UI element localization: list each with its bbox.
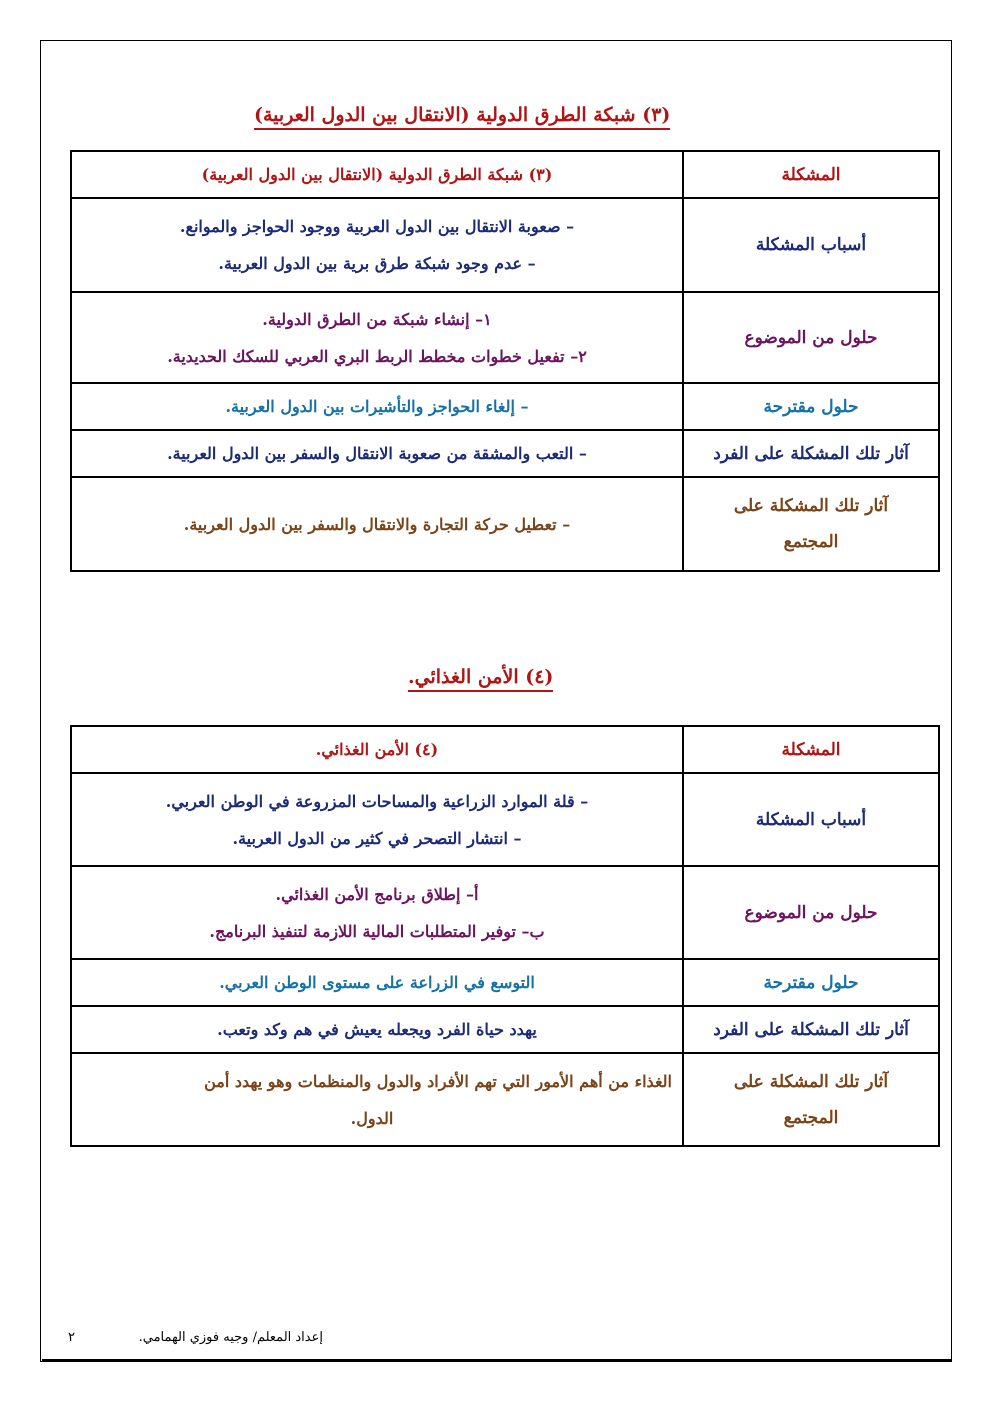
section-2-table (70, 725, 940, 1147)
table-row-effects-society (71, 477, 939, 571)
row-label-solutions: حلول من الموضوع (683, 292, 939, 383)
effects-individual-line-1: – التعب والمشقة من صعوبة الانتقال والسفر بين الدول العربية. (167, 444, 587, 463)
row-label-effects-individual: آثار تلك المشكلة على الفرد (683, 430, 939, 477)
table-row-problem (71, 151, 939, 198)
solution-line-2: ب– توفير المتطلبات المالية اللازمة لتنفيذ البرنامج. (209, 921, 545, 941)
table-row-causes (71, 773, 939, 866)
row-content-solutions (71, 866, 683, 959)
table-row-effects-society (71, 1053, 939, 1146)
society-label-line-1: آثار تلك المشكلة على (733, 1071, 889, 1092)
row-label-effects-individual: آثار تلك المشكلة على الفرد (683, 1006, 939, 1053)
table-row-solutions (71, 292, 939, 383)
cause-line-2: – انتشار التصحر في كثير من الدول العربية. (232, 828, 522, 848)
table-row-solutions (71, 866, 939, 959)
table-row-causes (71, 198, 939, 292)
effects-society-line-2: الدول. (350, 1108, 394, 1128)
row-content-effects-individual (71, 430, 683, 477)
problem-text: (٣) شبكة الطرق الدولية (الانتقال بين الدول العربية) (201, 165, 553, 184)
row-label-effects-society (683, 477, 939, 571)
row-label-solutions: حلول من الموضوع (683, 866, 939, 959)
proposed-line-1: – إلغاء الحواجز والتأشيرات بين الدول العربية. (225, 397, 529, 416)
row-label-problem: المشكلة (683, 151, 939, 198)
row-label-proposed: حلول مقترحة (683, 383, 939, 430)
row-content-proposed (71, 959, 683, 1006)
row-content-solutions (71, 292, 683, 383)
effects-individual-line-1: يهدد حياة الفرد ويجعله يعيش في هم وكد وتعب. (217, 1020, 537, 1039)
section-2-title: (٤) الأمن الغذائي. (408, 666, 553, 692)
row-content-proposed (71, 383, 683, 430)
row-content-effects-society (71, 1053, 683, 1146)
solution-line-1: أ– إطلاق برنامج الأمن الغذائي. (275, 884, 479, 904)
table-row-effects-individual (71, 1006, 939, 1053)
table-row-proposed (71, 959, 939, 1006)
society-label-line-2: المجتمع (783, 1107, 839, 1128)
page-number: ٢ (68, 1330, 75, 1345)
page-footer (68, 1330, 323, 1345)
solution-line-2: ٢– تفعيل خطوات مخطط الربط البري العربي للسكك الحديدية. (167, 346, 587, 366)
table-row-proposed (71, 383, 939, 430)
proposed-line-1: التوسع في الزراعة على مستوى الوطن العربي. (219, 973, 535, 992)
row-label-proposed: حلول مقترحة (683, 959, 939, 1006)
cause-line-2: – عدم وجود شبكة طرق برية بين الدول العربية. (218, 254, 536, 273)
society-label-line-1: آثار تلك المشكلة على (733, 496, 889, 516)
row-content-problem (71, 726, 683, 773)
row-content-effects-individual (71, 1006, 683, 1053)
section-1-table (70, 150, 940, 572)
section-1-title: (٣) شبكة الطرق الدولية (الانتقال بين الدول العربية) (254, 104, 670, 130)
effects-society-line-1: – تعطيل حركة التجارة والانتقال والسفر بين الدول العربية. (183, 514, 571, 534)
society-label-line-2: المجتمع (783, 532, 839, 552)
table-row-effects-individual (71, 430, 939, 477)
row-content-causes (71, 773, 683, 866)
row-content-causes (71, 198, 683, 292)
row-label-effects-society (683, 1053, 939, 1146)
row-label-causes: أسباب المشكلة (683, 773, 939, 866)
row-content-effects-society (71, 477, 683, 571)
effects-society-line-1: الغذاء من أهم الأمور التي تهم الأفراد والدول والمنظمات وهو يهدد أمن (204, 1071, 672, 1091)
cause-line-1: – صعوبة الانتقال بين الدول العربية ووجود الحواجز والموانع. (179, 217, 575, 236)
table-row-problem (71, 726, 939, 773)
row-label-causes: أسباب المشكلة (683, 198, 939, 292)
row-label-problem: المشكلة (683, 726, 939, 773)
page-border-bottom-line (42, 1359, 952, 1361)
cause-line-1: – قلة الموارد الزراعية والمساحات المزروعة في الوطن العربي. (165, 791, 589, 811)
row-content-problem (71, 151, 683, 198)
problem-text: (٤) الأمن الغذائي. (315, 740, 439, 759)
footer-author: إعداد المعلم/ وجيه فوزي الهمامي. (138, 1330, 323, 1345)
solution-line-1: ١– إنشاء شبكة من الطرق الدولية. (262, 309, 492, 329)
